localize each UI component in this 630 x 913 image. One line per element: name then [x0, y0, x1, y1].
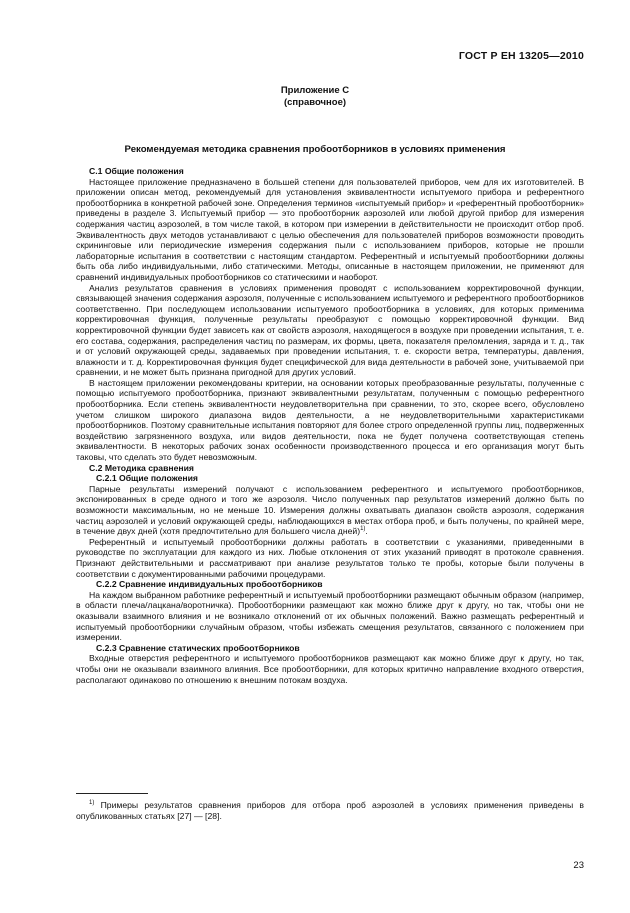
- document-title: Рекомендуемая методика сравнения пробоотборников в условиях применения: [124, 144, 506, 155]
- paragraph: Входные отверстия референтного и испытуемого пробоотборников размещают как можно ближе друг к другу, но так, чтобы они не оказывали взаимного влияния. Все пробоотборники, для которых критично направление входного отверстия, располагают одинаково по отношению к внешним потокам воздуха.: [76, 653, 584, 685]
- paragraph: На каждом выбранном работнике референтный и испытуемый пробоотборники размещают обычным образом (например, в области плеча/лацкана/воротничка). Пробоотборники размещают как можно ближе друг к другу, но так, чтобы они не оказывали взаимного влияния и не возникало отклонений от их обычных положений. Важно размещать референтный и испытуемый пробоотборники случайным образом, чтобы избежать смещения результатов, связанного с положением при измерении.: [76, 589, 584, 643]
- paragraph: Анализ результатов сравнения в условиях применения проводят с использованием корректировочной функции, связывающей значения содержания аэрозоля, полученные с использованием испытуемого и референтного пробоотборников соответственно. При последующем использовании испытуемого пробоотборника в условиях, для которых применима корректировочная функция, полученные результаты преобразуют с помощью корректировочной функции. Вид корректировочной функции будет зависеть как от свойств аэрозоля, находящегося в воздухе при проведении испытания, т. е. его состава, содержания, распределения частиц по размерам, их формы, цвета, показателя преломления, заряда и т. д., так и от условий окружающей среды, задаваемых при проведении испытания, т. е. скорости ветра, температуры, давления, влажности и т. д. Корректировочная функция будет специфической для вида деятельности в рабочей зоне, учитываемой при сравнении, и не может быть признана пригодной для других условий.: [76, 282, 584, 378]
- section-heading-c2: С.2 Методика сравнения: [89, 462, 194, 473]
- footnote-ref: 1): [360, 526, 366, 533]
- section-heading-c22: С.2.2 Сравнение индивидуальных пробоотборников: [96, 579, 323, 590]
- paragraph-text: Парные результаты измерений получают с использованием референтного и испытуемого пробоотборников, экспонированных в среде одного и того же аэрозоля. Число полученных пар результатов измерений должно быть по возможности максимальным, но не меньше 10. Измерения должны охватывать диапазон свойств аэрозоля, содержания частиц аэрозолей и условий окружающей среды, наблюдающихся в местах отбора проб, и быть получены, по крайней мере, в течение двух дней (хотя предпочтительно для большего числа дней): [76, 483, 584, 537]
- page-number: 23: [573, 860, 584, 871]
- paragraph: Референтный и испытуемый пробоотборники должны работать в соответствии с указаниями, приведенными в руководстве по эксплуатации для каждого из них. Любые отклонения от этих указаний приводят в протоколе сравнения. Признают действительными и рассматривают при анализе результатов только те пробы, которые были получены в соответствии с документированными рабочими процедурами.: [76, 536, 584, 579]
- paragraph: Настоящее приложение предназначено в большей степени для пользователей приборов, чем для их изготовителей. В приложении описан метод, рекомендуемый для установления эквивалентности испытуемого прибора и референтного пробоотборника в конкретной рабочей зоне. Определения терминов «испытуемый прибор» и «референтный пробоотборник» приведены в разделе 3. Испытуемый прибор — это пробоотборник аэрозолей или любой другой прибор для измерения содержания частиц аэрозолей, в том числе такой, в котором при измерении в действительности не происходит отбор проб. Эквивалентность двух методов устанавливают с целью обеспечения для пользователей приборов возможности проводить скрининговые или периодические измерения содержания пыли с использованием приборов, которые не прошли лабораторные испытания в соответствии с настоящим стандартом. Референтный и испытуемый пробоотборники должны быть оба либо индивидуальными, либо статическими. Методы, описанные в настоящем приложении, не применяют для сравнений индивидуальных пробоотборников со статическими и наоборот.: [76, 176, 584, 282]
- appendix-label: Приложение С: [280, 85, 350, 96]
- section-heading-c23: С.2.3 Сравнение статических пробоотборников: [96, 642, 300, 653]
- section-heading-c21: С.2.1 Общие положения: [96, 473, 198, 484]
- footnote-marker: 1): [89, 800, 95, 807]
- footnote-body: Примеры результатов сравнения приборов для отбора проб аэрозолей в условиях применения приведены в опубликованных статьях [27] — [28].: [76, 800, 584, 821]
- section-heading-c1: С.1 Общие положения: [89, 166, 184, 176]
- document-body: [76, 166, 584, 685]
- standard-code: ГОСТ Р ЕН 13205—2010: [458, 50, 584, 62]
- paragraph: [76, 484, 584, 537]
- footnote: [76, 800, 584, 821]
- footnote-divider: [76, 793, 148, 794]
- footnote-text: [76, 800, 584, 821]
- paragraph-end: .: [365, 526, 368, 537]
- appendix-kind: (справочное): [283, 97, 347, 108]
- paragraph: В настоящем приложении рекомендованы критерии, на основании которых преобразованные результаты, полученные с помощью испытуемого пробоотборника, признают эквивалентными результатам, полученным с помощью референтного пробоотборника. Если степень эквивалентности неудовлетворительна при сравнении, то это, скорее всего, обусловлено учетом слишком широкого диапазона видов деятельности, а не неудовлетворительными характеристиками пробоотборников. Поэтому сравнительные испытания повторяют для более строго определенной группы лиц, подверженных воздействию загрязненного воздуха, или видов деятельности, пока не будет получена соответствующая степень эквивалентности. В некоторых рабочих зонах особенности производственного процесса и его организация могут быть таковы, что сделать это будет невозможным.: [76, 377, 584, 463]
